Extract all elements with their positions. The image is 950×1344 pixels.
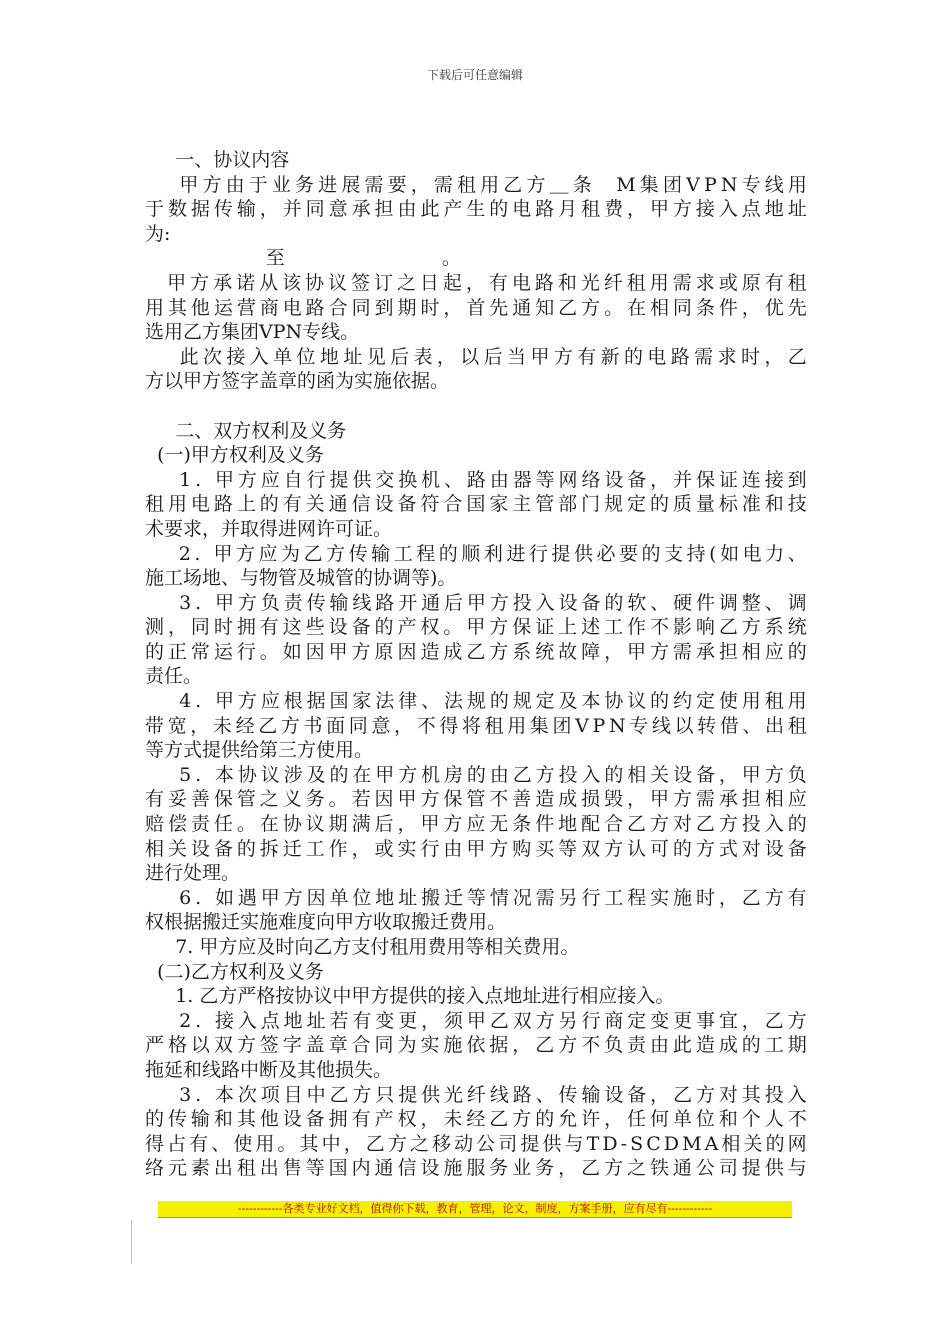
- text-line: 3 . 本 次 项 目 中 乙 方 只 提 供 光 纤 线 路 、 传 输 设 备 ， 乙 方 对 其 投 入: [179, 1083, 807, 1106]
- text-line: 术要求，并取得进网许可证。: [145, 517, 393, 540]
- text-line: (二)乙方权利及义务: [145, 960, 324, 983]
- text-line: 甲 方 由 于 业 务 进 展 需 要 ， 需 租 用 乙 方 ＿ 条 M 集 团 V P N 专 线 用: [179, 173, 807, 196]
- text-line: 为:: [145, 222, 171, 245]
- margin-line: [131, 1220, 132, 1264]
- text-line: 得 占 有 、 使 用 。 其 中 ， 乙 方 之 移 动 公 司 提 供 与 T D - S C D M A 相 关 的 网: [145, 1132, 807, 1155]
- text-line: 选用乙方集团VPN专线。: [145, 321, 360, 344]
- text-line: 赔 偿 责 任 。 在 协 议 期 满 后 ， 甲 方 应 无 条 件 地 配 合 乙 方 对 乙 方 投 入 的: [145, 813, 807, 836]
- footer-banner: ------------各类专业好文档，值得你下载，教育，管理，论文，制度，方案手册，应有尽有------------: [158, 1201, 792, 1218]
- text-line: 施工场地、与物管及城管的协调等)。: [145, 567, 457, 590]
- text-line: 有 妥 善 保 管 之 义 务 。 若 因 甲 方 保 管 不 善 造 成 损 毁 ， 甲 方 需 承 担 相 应: [145, 788, 807, 811]
- text-line: 测 ， 同 时 拥 有 这 些 设 备 的 产 权 。 甲 方 保 证 上 述 工 作 不 影 响 乙 方 系 统: [145, 616, 807, 639]
- text-line: 1 . 甲 方 应 自 行 提 供 交 换 机 、 路 由 器 等 网 络 设 备 ， 并 保 证 连 接 到: [179, 468, 807, 491]
- text-line: 于 数 据 传 输 ， 并 同 意 承 担 由 此 产 生 的 电 路 月 租 费 ， 甲 方 接 入 点 地 址: [145, 198, 807, 221]
- text-line: 的 正 常 运 行 。 如 因 甲 方 原 因 造 成 乙 方 系 统 故 障 ， 甲 方 需 承 担 相 应 的: [145, 640, 807, 663]
- text-line: 租 用 电 路 上 的 有 关 通 信 设 备 符 合 国 家 主 管 部 门 规 定 的 质 量 标 准 和 技: [145, 493, 807, 516]
- page-header: 下载后可任意编辑: [426, 68, 523, 82]
- text-line: 1. 乙方严格按协议中甲方提供的接入点地址进行相应接入。: [145, 985, 675, 1008]
- text-line: 2 . 接 入 点 地 址 若 有 变 更 ， 须 甲 乙 双 方 另 行 商 定 变 更 事 宜 ， 乙 方: [179, 1009, 807, 1032]
- text-line: 3 . 甲 方 负 责 传 输 线 路 开 通 后 甲 方 投 入 设 备 的 软 、 硬 件 调 整 、 调: [179, 591, 807, 614]
- text-line: 严 格 以 双 方 签 字 盖 章 合 同 为 实 施 依 据 ， 乙 方 不 负 责 由 此 造 成 的 工 期: [145, 1034, 807, 1057]
- blank-line: [145, 394, 807, 419]
- document-body: [145, 148, 807, 1181]
- text-line: (一)甲方权利及义务: [145, 444, 324, 467]
- text-line: 等方式提供给第三方使用。: [145, 739, 374, 762]
- text-line: 络 元 素 出 租 出 售 等 国 内 通 信 设 施 服 务 业 务 ， 乙 方 之 铁 通 公 司 提 供 与: [145, 1157, 807, 1180]
- text-line: 一、协议内容: [145, 149, 290, 171]
- text-line: 甲 方 承 诺 从 该 协 议 签 订 之 日 起 ， 有 电 路 和 光 纤 租 用 需 求 或 原 有 租: [167, 271, 807, 294]
- text-line: 相 关 设 备 的 拆 迁 工 作 ， 或 实 行 由 甲 方 购 买 等 双 方 认 可 的 方 式 对 设 备: [145, 837, 807, 860]
- text-line: 此 次 接 入 单 位 地 址 见 后 表 ， 以 后 当 甲 方 有 新 的 电 路 需 求 时 ， 乙: [179, 345, 807, 368]
- text-line: 进行处理。: [145, 862, 241, 885]
- text-line: 5 . 本 协 议 涉 及 的 在 甲 方 机 房 的 由 乙 方 投 入 的 相 关 设 备 ， 甲 方 负: [179, 763, 807, 786]
- text-line: 4 . 甲 方 应 根 据 国 家 法 律 、 法 规 的 规 定 及 本 协 议 的 约 定 使 用 租 用: [179, 690, 807, 713]
- text-line: 拖延和线路中断及其他损失。: [145, 1058, 393, 1081]
- text-line: 方以甲方签字盖章的函为实施依据。: [145, 370, 450, 393]
- text-line: 7. 甲方应及时向乙方支付租用费用等相关费用。: [145, 936, 580, 958]
- text-line: 责任。: [145, 665, 203, 688]
- text-line: 2 . 甲 方 应 为 乙 方 传 输 工 程 的 顺 利 进 行 提 供 必 要 的 支 持 ( 如 电 力 、: [178, 542, 807, 565]
- text-line: 的 传 输 和 其 他 设 备 拥 有 产 权 ， 未 经 乙 方 的 允 许 ， 任 何 单 位 和 个 人 不: [145, 1108, 807, 1131]
- text-line: 带 宽 ， 未 经 乙 方 书 面 同 意 ， 不 得 将 租 用 集 团 V P N 专 线 以 转 借 、 出 租: [145, 714, 807, 737]
- text-line: 二、双方权利及义务: [145, 419, 347, 442]
- text-line: 6 . 如 遇 甲 方 因 单 位 地 址 搬 迁 等 情 况 需 另 行 工 程 实 施 时 ， 乙 方 有: [179, 886, 807, 909]
- text-line: 至 。: [145, 247, 461, 270]
- text-line: 权根据搬迁实施难度向甲方收取搬迁费用。: [145, 911, 507, 934]
- text-line: 用 其 他 运 营 商 电 路 合 同 到 期 时 ， 首 先 通 知 乙 方 。 在 相 同 条 件 ， 优 先: [145, 296, 807, 319]
